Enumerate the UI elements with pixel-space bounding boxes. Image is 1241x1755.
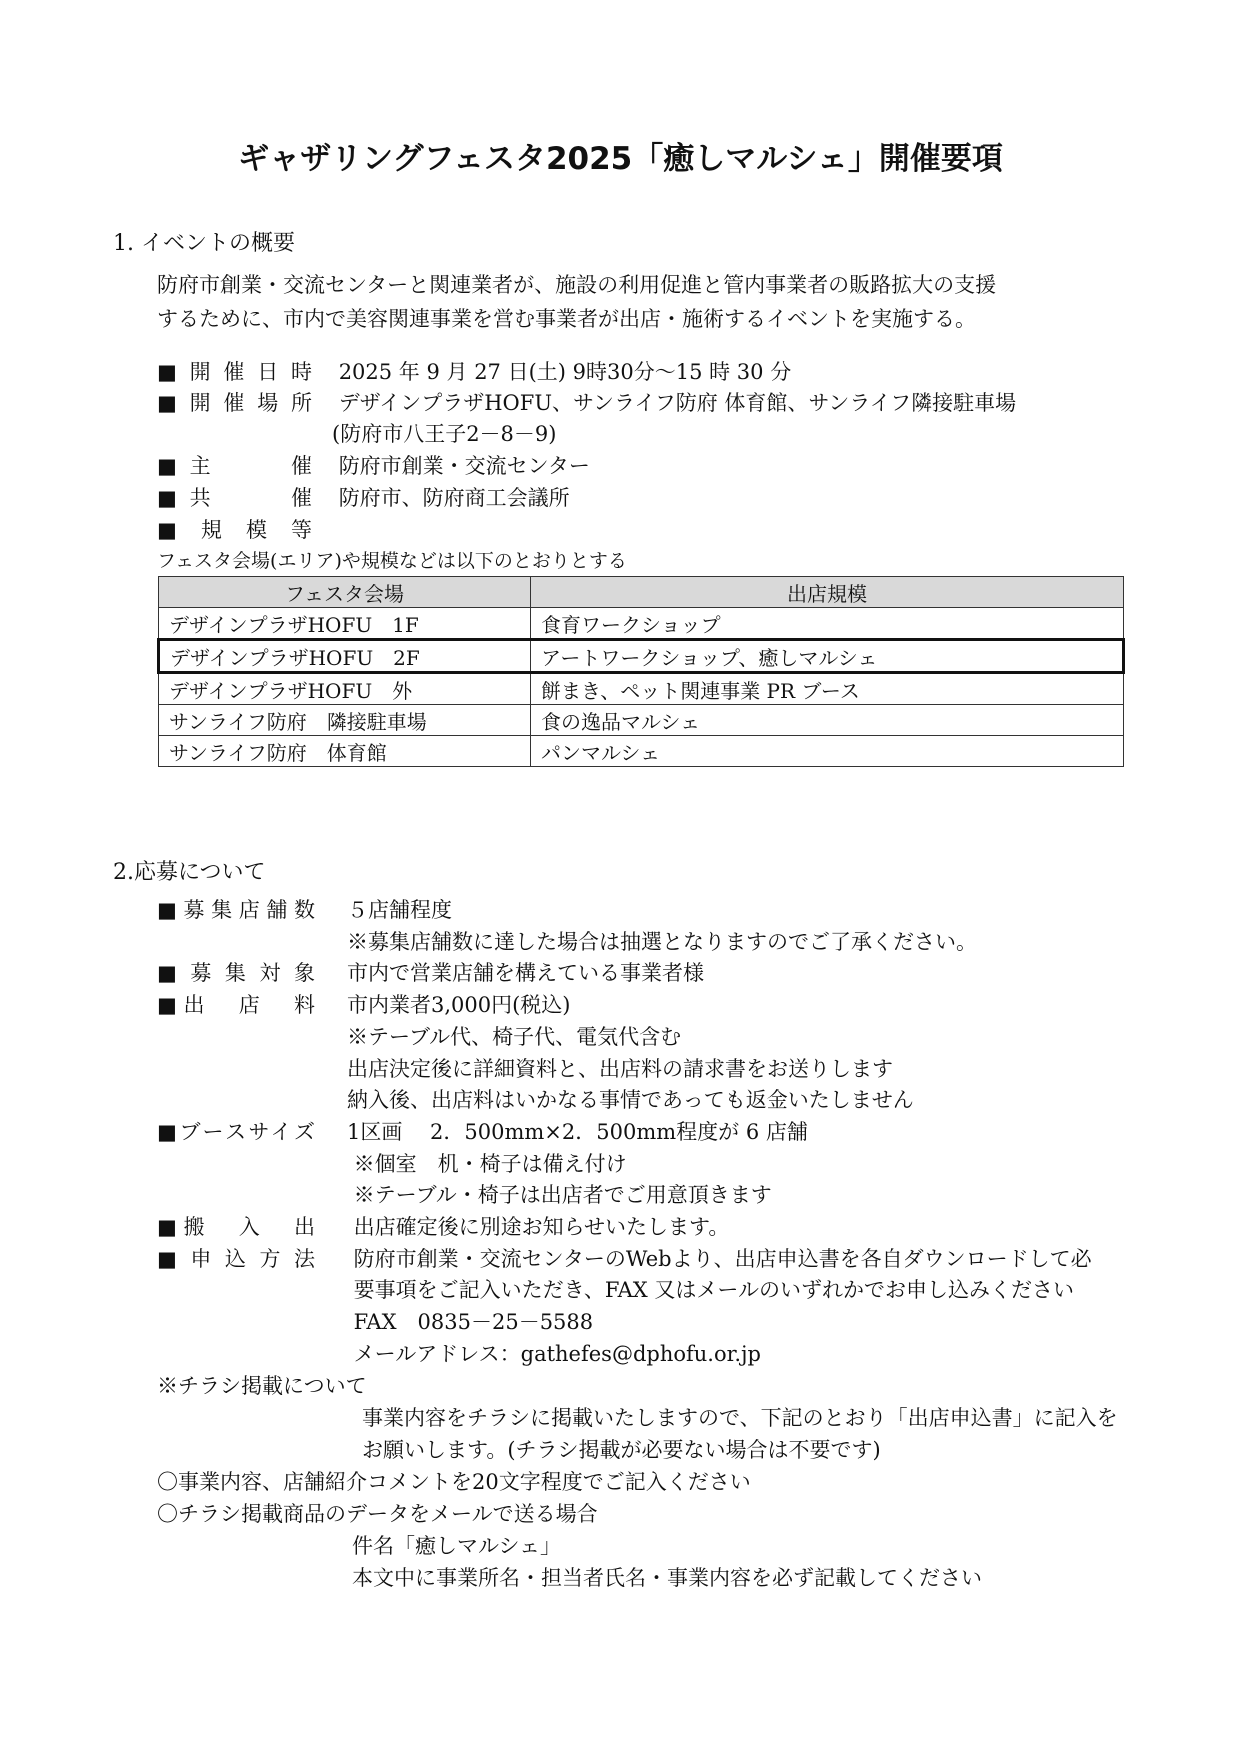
table-row <box>159 673 1124 705</box>
detail-value: 防府市創業・交流センターのWebより、出店申込書を各自ダウンロードして必 <box>347 1246 1092 1271</box>
detail-row <box>157 1053 893 1083</box>
event-date-row <box>157 356 791 386</box>
event-date-value: 2025 年 9 月 27 日(土) 9時30分～15 時 30 分 <box>338 360 792 384</box>
detail-value: ※個室 机・椅子は備え付け <box>347 1151 627 1176</box>
detail-row <box>157 1338 761 1368</box>
detail-label: ■募集対象 <box>157 961 315 986</box>
table-caption: フェスタ会場(エリア)や規模などは以下のとおりとする <box>157 550 627 572</box>
table-cell-venue: デザインプラザHOFU 外 <box>159 673 531 705</box>
detail-label: ■ブースサイズ <box>157 1119 315 1144</box>
table-cell-scale: 食の逸品マルシェ <box>531 705 1124 736</box>
section1-intro-line1: 防府市創業・交流センターと関連業者が、施設の利用促進と管内事業者の販路拡大の支援 <box>157 273 997 297</box>
detail-row <box>157 1306 593 1336</box>
flyer-heading: ※チラシ掲載について <box>157 1374 367 1398</box>
email-body-note: 本文中に事業所名・担当者氏名・事業内容を必ず記載してください <box>352 1566 982 1590</box>
detail-value: ※募集店舗数に達した場合は抽選となりますのでご了承ください。 <box>347 929 977 954</box>
detail-row <box>157 1179 772 1209</box>
detail-label: ■申込方法 <box>157 1246 315 1271</box>
table-cell-venue: デザインプラザHOFU 1F <box>159 608 531 640</box>
organizer-row <box>157 450 590 480</box>
scale-label: ■規模等 <box>157 518 312 542</box>
email-subject: 件名「癒しマルシェ」 <box>352 1534 562 1558</box>
detail-value: ※テーブル・椅子は出店者でご用意頂きます <box>347 1183 772 1208</box>
co-organizer-row <box>157 482 570 512</box>
page-title: ギャザリングフェスタ2025「癒しマルシェ」開催要項 <box>238 141 1003 177</box>
section1-intro-line2: するために、市内で美容関連事業を営む事業者が出店・施術するイベントを実施する。 <box>157 307 976 331</box>
detail-value: ※テーブル代、椅子代、電気代含む <box>347 1024 682 1049</box>
bullet-comment: 〇事業内容、店舗紹介コメントを20文字程度でご記入ください <box>157 1470 751 1494</box>
detail-row <box>157 1148 627 1178</box>
flyer-line2: お願いします。(チラシ掲載が必要ない場合は不要です) <box>362 1438 881 1462</box>
detail-row <box>157 894 452 924</box>
organizer-label: ■主 催 <box>157 454 312 478</box>
scale-row <box>157 514 312 544</box>
co-organizer-label: ■共 催 <box>157 486 312 510</box>
detail-row <box>157 926 977 956</box>
section2-heading: 2.応募について <box>113 860 266 885</box>
table-row-highlighted <box>159 640 1124 673</box>
table-row <box>159 608 1124 640</box>
flyer-line1: 事業内容をチラシに掲載いたしますので、下記のとおり「出店申込書」に記入を <box>362 1406 1118 1430</box>
detail-value: メールアドレス：gathefes@dphofu.or.jp <box>347 1341 761 1366</box>
table-header-row <box>159 577 1124 608</box>
bullet-email-data: 〇チラシ掲載商品のデータをメールで送る場合 <box>157 1502 598 1526</box>
detail-label: ■搬 入 出 <box>157 1215 315 1239</box>
event-date-label: ■開催日時 <box>157 360 312 384</box>
table-cell-venue: サンライフ防府 隣接駐車場 <box>159 705 531 736</box>
detail-row <box>157 957 704 987</box>
detail-value: 出店確定後に別途お知らせいたします。 <box>347 1215 730 1239</box>
event-venue-label: ■開催場所 <box>157 391 312 415</box>
detail-row <box>157 1274 1074 1304</box>
detail-value: ５店舗程度 <box>347 898 452 922</box>
table-header-scale: 出店規模 <box>531 577 1124 608</box>
table-cell-scale: 餅まき、ペット関連事業 PR ブース <box>531 673 1124 705</box>
event-venue-value: デザインプラザHOFU、サンライフ防府 体育館、サンライフ隣接駐車場 <box>338 391 1017 415</box>
detail-row <box>157 1116 808 1146</box>
detail-value: 市内で営業店舗を構えている事業者様 <box>347 961 704 986</box>
detail-row <box>157 1084 914 1114</box>
detail-row <box>157 1021 681 1051</box>
detail-label: ■出 店 料 <box>157 993 315 1018</box>
detail-row <box>157 1243 1092 1273</box>
table-cell-scale: パンマルシェ <box>531 736 1124 767</box>
table-cell-venue: デザインプラザHOFU 2F <box>159 640 531 673</box>
organizer-value: 防府市創業・交流センター <box>338 454 590 478</box>
venue-table <box>157 576 1125 767</box>
event-venue-address: (防府市八王子2－8－9) <box>332 422 557 446</box>
table-header-venue: フェスタ会場 <box>159 577 531 608</box>
detail-value: 1区画 2．500mm×2．500mm程度が 6 店舗 <box>347 1119 808 1144</box>
detail-value: 要事項をご記入いただき、FAX 又はメールのいずれかでお申し込みください <box>347 1278 1074 1303</box>
detail-value: FAX 0835－25－5588 <box>347 1310 594 1335</box>
detail-value: 納入後、出店料はいかなる事情であっても返金いたしません <box>347 1088 914 1113</box>
table-cell-venue: サンライフ防府 体育館 <box>159 736 531 767</box>
detail-value: 出店決定後に詳細資料と、出店料の請求書をお送りします <box>347 1056 893 1081</box>
table-row <box>159 705 1124 736</box>
event-venue-row <box>157 387 1016 417</box>
section1-heading: 1. イベントの概要 <box>113 231 295 256</box>
table-cell-scale: アートワークショップ、癒しマルシェ <box>531 640 1124 673</box>
co-organizer-value: 防府市、防府商工会議所 <box>338 486 570 510</box>
detail-row <box>157 989 571 1019</box>
detail-value: 市内業者3,000円(税込) <box>347 993 571 1018</box>
table-row <box>159 736 1124 767</box>
detail-row <box>157 1211 729 1241</box>
table-cell-scale: 食育ワークショップ <box>531 608 1124 640</box>
detail-label: ■募集店舗数 <box>157 898 315 922</box>
